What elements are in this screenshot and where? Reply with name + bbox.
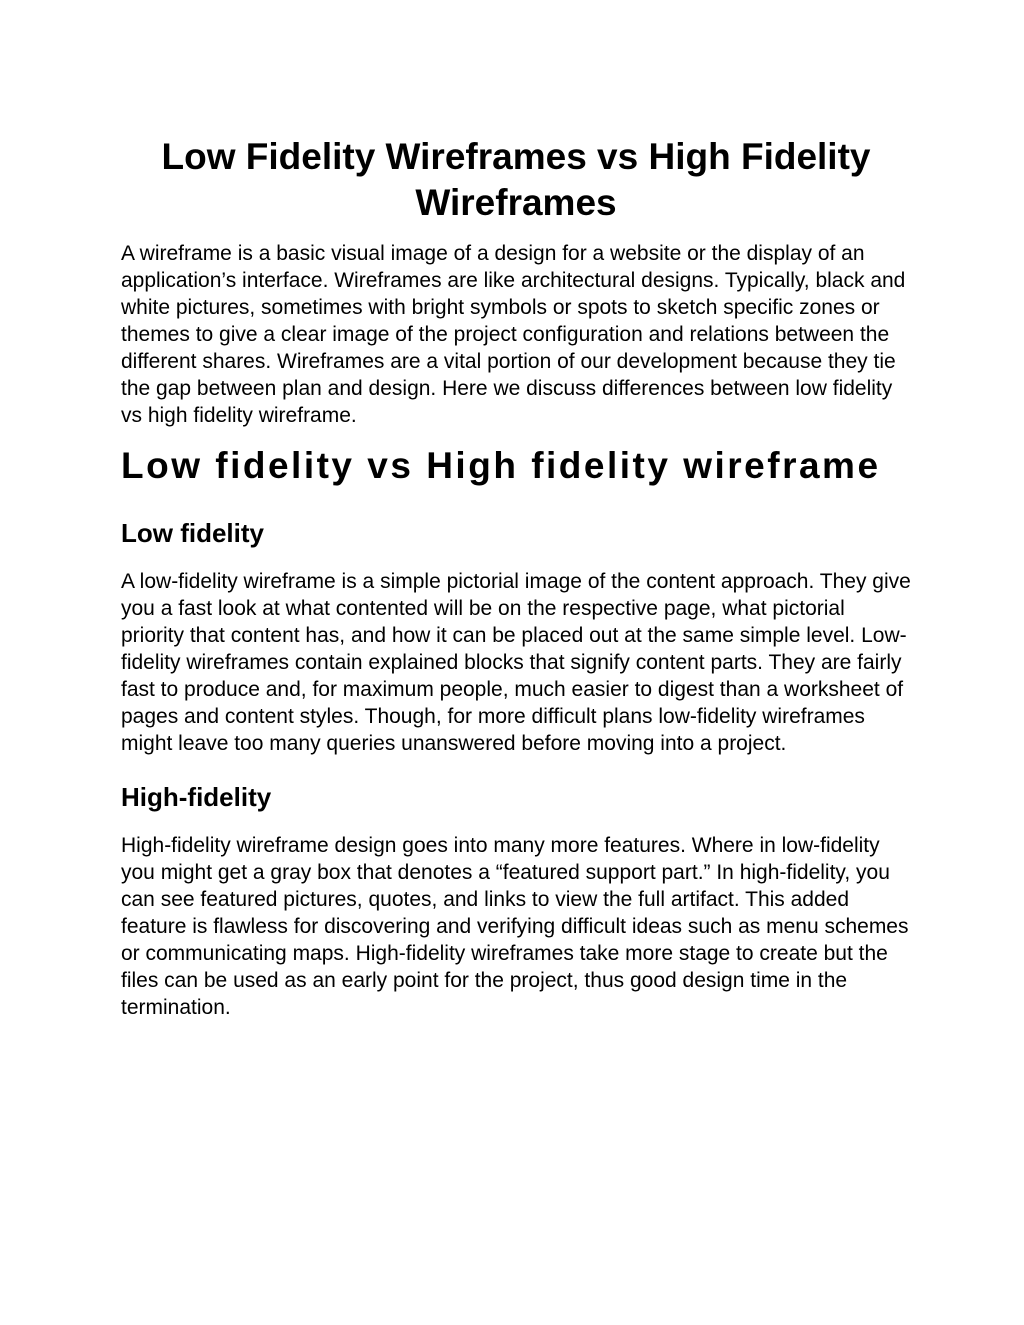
intro-paragraph: A wireframe is a basic visual image of a design for a website or the display of an application’s interface. Wireframes are like architectural designs. Typically, black and white pictures, sometimes with bright symbols or spots to sketch specific zones or themes to give a clear image of the project configuration and relations between the different shares. Wireframes are a vital portion of our development because they tie the gap between plan and design. Here we discuss differences between low fidelity vs high fidelity wireframe. xyxy=(121,242,906,427)
high-fidelity-heading: High-fidelity xyxy=(121,782,272,812)
high-fidelity-paragraph: High-fidelity wireframe design goes into many more features. Where in low-fidelity you might get a gray box that denotes a “featured support part.” In high-fidelity, you can see featured pictures, quotes, and links to view the full artifact. This added feature is flawless for discovering and verifying difficult ideas such as menu schemes or communicating maps. High-fidelity wireframes take more stage to create but the files can be used as an early point for the project, thus good design time in the termination. xyxy=(121,834,909,1019)
document-title: Low Fidelity Wireframes vs High Fidelity Wireframes xyxy=(161,136,871,223)
low-fidelity-heading: Low fidelity xyxy=(121,518,264,548)
low-fidelity-paragraph: A low-fidelity wireframe is a simple pictorial image of the content approach. They give you a fast look at what contented will be on the respective page, what pictorial priority that content has, and how it can be placed out at the same simple level. Low-fidelity wireframes contain explained blocks that signify content parts. They are fairly fast to produce and, for maximum people, much easier to digest than a worksheet of pages and content styles. Though, for more difficult plans low-fidelity wireframes might leave too many queries unanswered before moving into a project. xyxy=(121,570,911,755)
section-heading: Low fidelity vs High fidelity wireframe xyxy=(121,445,881,486)
document-page xyxy=(121,134,911,1021)
